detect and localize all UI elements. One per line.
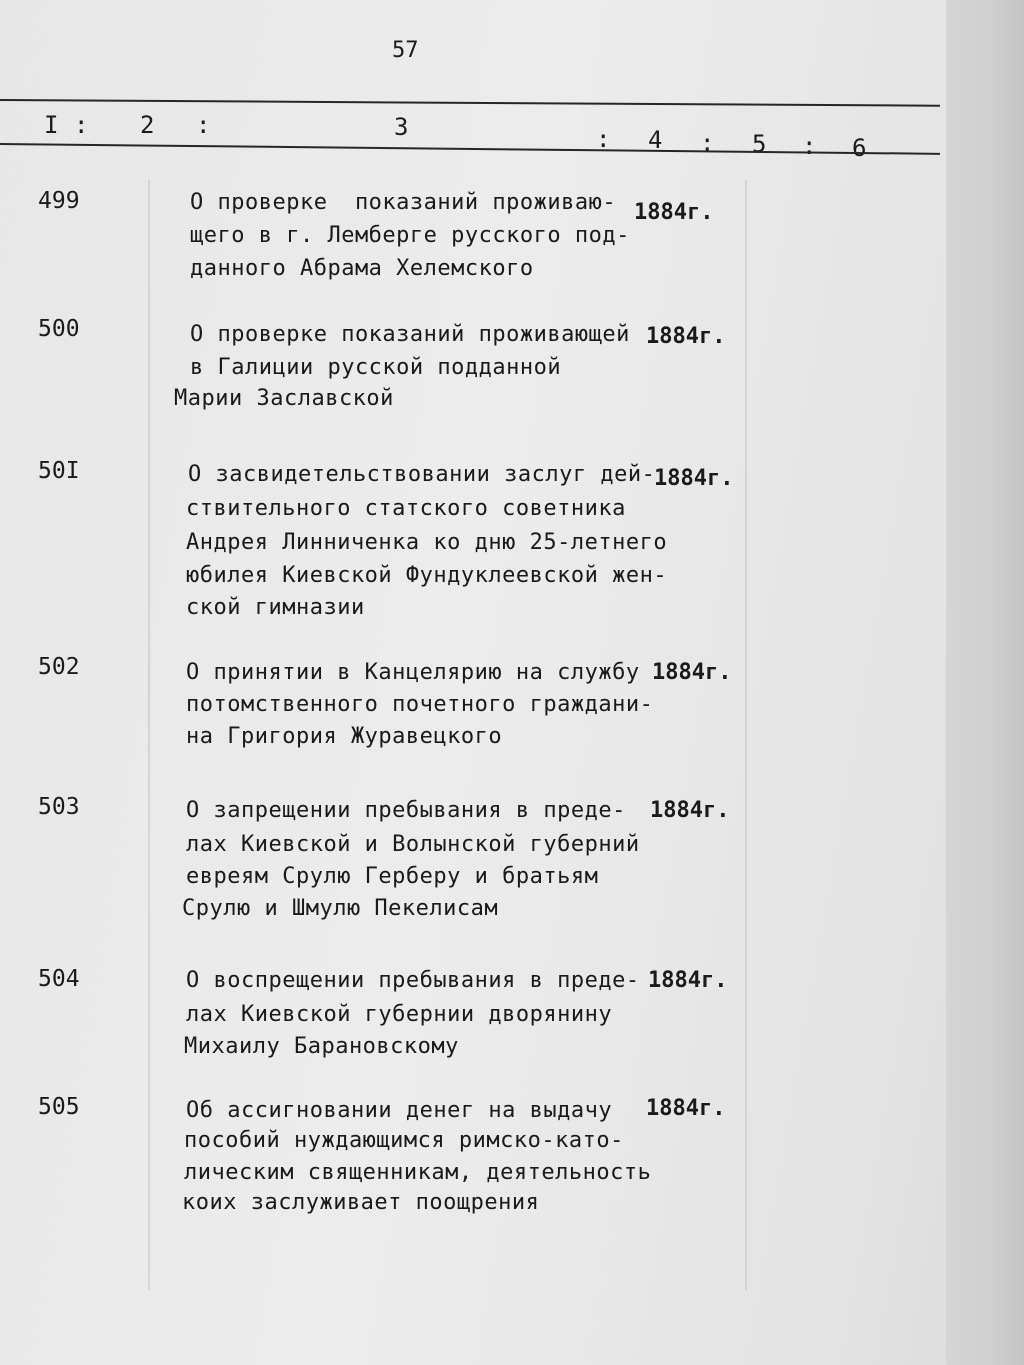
entry-year: 1884г.	[646, 1096, 726, 1121]
entry-title-line: Михаилу Барановскому	[184, 1034, 459, 1059]
page-edge-shadow	[946, 0, 1024, 1365]
column-header-2: 2	[140, 111, 155, 139]
column-separator: :	[196, 111, 211, 139]
entry-title-line: коих заслуживает поощрения	[182, 1190, 540, 1215]
entry-title-line: О запрещении пребывания в преде-	[186, 798, 626, 823]
entry-title-line: лах Киевской и Волынской губерний	[186, 832, 640, 857]
entry-title-line: Марии Заславской	[174, 386, 394, 411]
entry-title-line: ской гимназии	[186, 595, 365, 620]
column-separator: :	[700, 129, 715, 157]
entry-number: 500	[38, 316, 80, 342]
entry-number: 504	[38, 966, 80, 992]
entry-title-line: пособий нуждающимся римско-като-	[184, 1128, 624, 1153]
entry-year: 1884г.	[646, 324, 726, 349]
entry-title-line: Андрея Линниченка ко дню 25-летнего	[186, 530, 668, 555]
column-separator: :	[74, 111, 89, 139]
column-separator: :	[596, 125, 611, 153]
entry-title-line: О воспрещении пребывания в преде-	[186, 968, 640, 993]
entry-year: 1884г.	[650, 798, 730, 823]
entry-title-line: евреям Срулю Герберу и братьям	[186, 864, 599, 889]
entry-title-line: О проверке показаний проживаю-	[190, 190, 617, 215]
entry-number: 499	[38, 188, 80, 214]
entry-year: 1884г.	[654, 466, 734, 491]
column-header-3: 3	[394, 113, 409, 141]
entry-title-line: ствительного статского советника	[186, 496, 626, 521]
entry-title-line: в Галиции русской подданной	[190, 355, 562, 380]
bleed-through-line	[148, 180, 150, 1290]
column-header-5: 5	[752, 130, 767, 158]
entry-title-line: юбилея Киевской Фундуклеевской жен-	[186, 563, 668, 588]
entry-year: 1884г.	[652, 660, 732, 685]
entry-title-line: О проверке показаний проживающей	[190, 322, 630, 347]
entry-number: 502	[38, 654, 80, 680]
entry-title-line: лах Киевской губернии дворянину	[186, 1002, 613, 1027]
entry-number: 503	[38, 794, 80, 820]
entry-title-line: данного Абрама Хелемского	[190, 256, 534, 281]
entry-title-line: щего в г. Лемберге русского под-	[190, 223, 630, 248]
entry-title-line: О засвидетельствовании заслуг дей-	[188, 462, 656, 487]
entry-number: 505	[38, 1094, 80, 1120]
header-bottom-rule	[0, 143, 940, 155]
entry-title-line: О принятии в Канцелярию на службу	[186, 660, 640, 685]
entry-title-line: на Григория Журавецкого	[186, 724, 503, 749]
entry-title-line: Срулю и Шмулю Пекелисам	[182, 896, 499, 921]
header-top-rule	[0, 99, 940, 107]
entry-title-line: Об ассигновании денег на выдачу	[186, 1098, 613, 1123]
entry-year: 1884г.	[634, 200, 714, 225]
entry-title-line: потомственного почетного граждани-	[186, 692, 654, 717]
column-header-1: I	[44, 111, 59, 139]
page-number: 57	[392, 38, 419, 63]
bleed-through-line	[745, 180, 747, 1290]
column-separator: :	[802, 132, 817, 160]
column-header-4: 4	[648, 126, 663, 154]
entry-title-line: лическим священникам, деятельность	[184, 1160, 652, 1185]
entry-number: 50I	[38, 458, 80, 484]
entry-year: 1884г.	[648, 968, 728, 993]
column-header-6: 6	[852, 134, 867, 162]
